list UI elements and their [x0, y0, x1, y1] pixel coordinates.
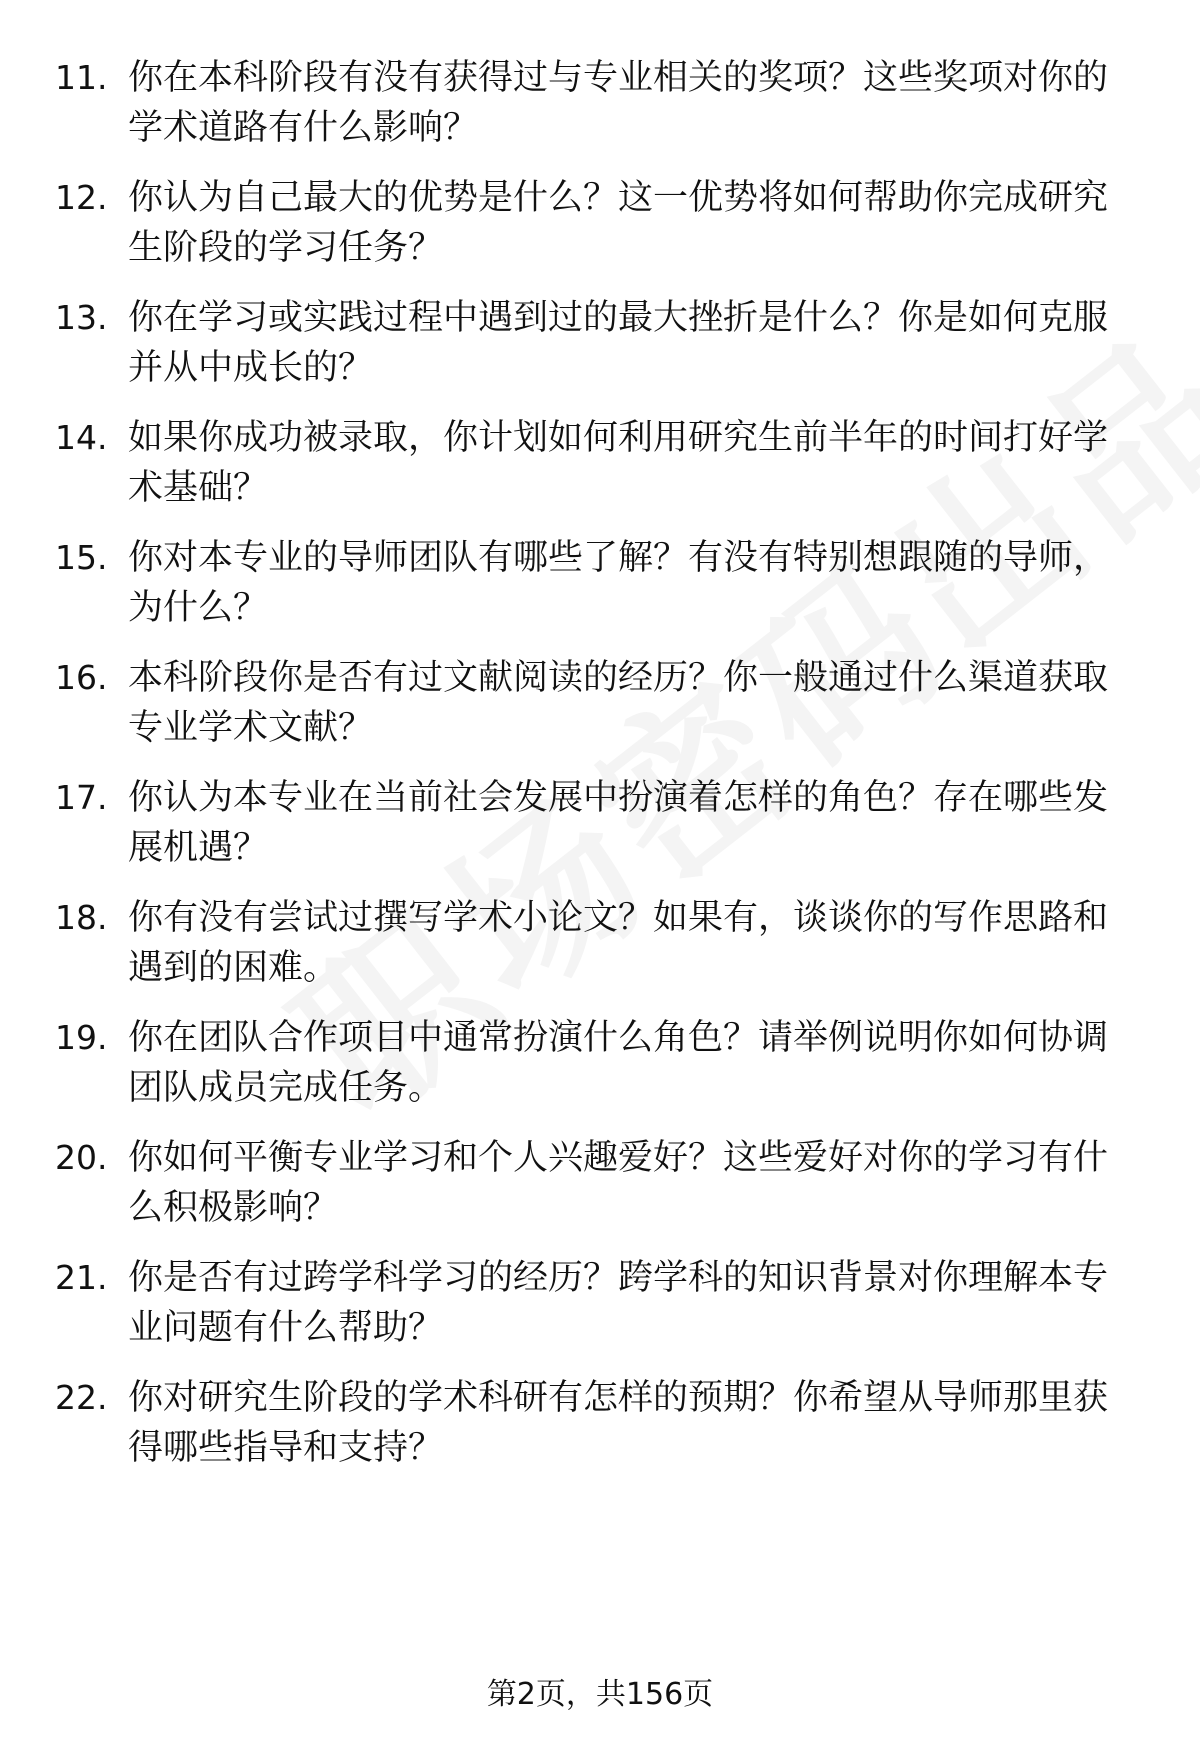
question-text: 你认为自己最大的优势是什么？这一优势将如何帮助你完成研究生阶段的学习任务？ — [128, 178, 1109, 268]
question-item-12 — [0, 173, 1200, 283]
question-item-19 — [0, 1013, 1200, 1123]
question-item-18 — [0, 893, 1200, 1003]
question-number: 22. — [55, 1378, 108, 1417]
question-text: 如果你成功被录取，你计划如何利用研究生前半年的时间打好学术基础？ — [128, 418, 1109, 508]
page-footer — [0, 1675, 1200, 1715]
question-number: 11. — [55, 58, 108, 97]
question-text: 你在本科阶段有没有获得过与专业相关的奖项？这些奖项对你的学术道路有什么影响？ — [128, 58, 1109, 148]
question-number: 19. — [55, 1018, 108, 1057]
question-number: 15. — [55, 538, 108, 577]
question-text: 你如何平衡专业学习和个人兴趣爱好？这些爱好对你的学习有什么积极影响？ — [128, 1138, 1109, 1228]
question-item-21 — [0, 1253, 1200, 1363]
question-item-22 — [0, 1373, 1200, 1483]
question-item-14 — [0, 413, 1200, 523]
question-item-13 — [0, 293, 1200, 403]
question-text: 你有没有尝试过撰写学术小论文？如果有，谈谈你的写作思路和遇到的困难。 — [128, 898, 1109, 988]
question-item-11 — [0, 53, 1200, 163]
question-text: 本科阶段你是否有过文献阅读的经历？你一般通过什么渠道获取专业学术文献？ — [128, 658, 1109, 748]
question-number: 12. — [55, 178, 108, 217]
question-number: 14. — [55, 418, 108, 457]
question-text: 你在学习或实践过程中遇到过的最大挫折是什么？你是如何克服并从中成长的？ — [128, 298, 1109, 388]
question-item-16 — [0, 653, 1200, 763]
question-number: 20. — [55, 1138, 108, 1177]
page-number-label: 第2页，共156页 — [486, 1677, 714, 1712]
question-number: 21. — [55, 1258, 108, 1297]
question-number: 17. — [55, 778, 108, 817]
question-number: 13. — [55, 298, 108, 337]
question-text: 你在团队合作项目中通常扮演什么角色？请举例说明你如何协调团队成员完成任务。 — [128, 1018, 1109, 1108]
question-item-15 — [0, 533, 1200, 643]
question-number: 16. — [55, 658, 108, 697]
question-text: 你是否有过跨学科学习的经历？跨学科的知识背景对你理解本专业问题有什么帮助？ — [128, 1258, 1109, 1348]
question-text: 你对本专业的导师团队有哪些了解？有没有特别想跟随的导师，为什么？ — [128, 538, 1109, 628]
question-text: 你认为本专业在当前社会发展中扮演着怎样的角色？存在哪些发展机遇？ — [128, 778, 1109, 868]
question-item-20 — [0, 1133, 1200, 1243]
question-text: 你对研究生阶段的学术科研有怎样的预期？你希望从导师那里获得哪些指导和支持？ — [128, 1378, 1109, 1468]
question-number: 18. — [55, 898, 108, 937]
question-item-17 — [0, 773, 1200, 883]
